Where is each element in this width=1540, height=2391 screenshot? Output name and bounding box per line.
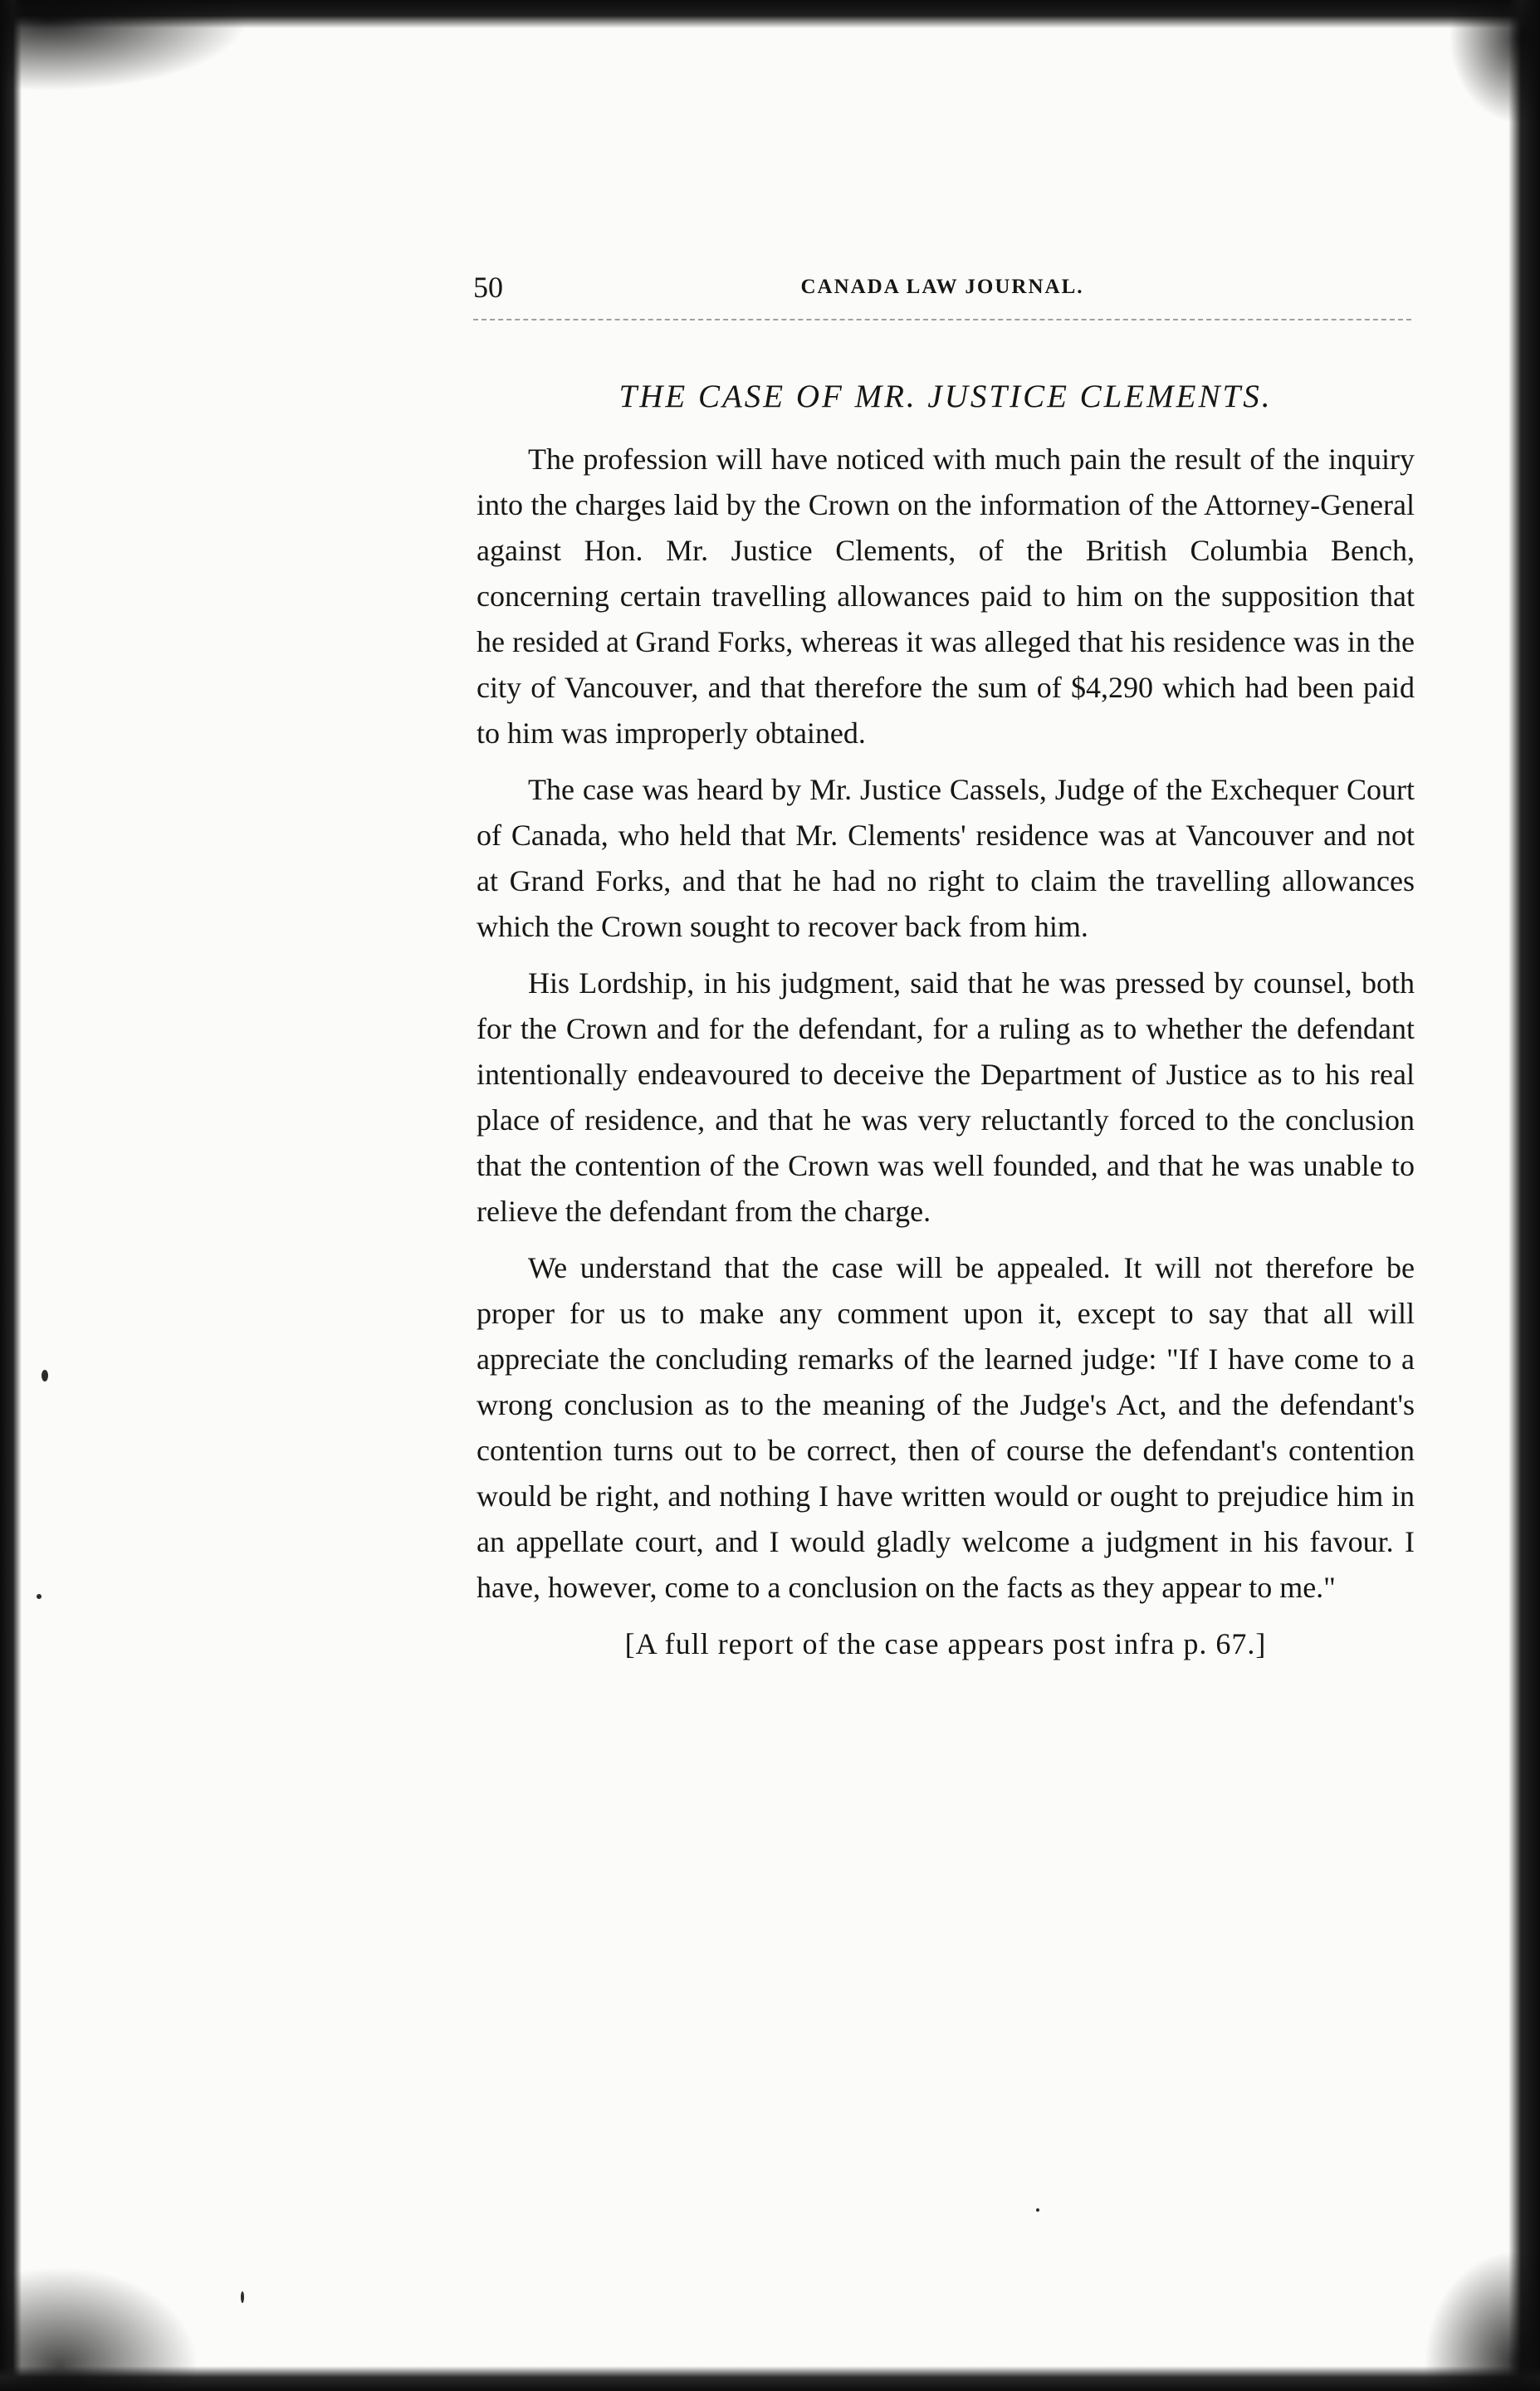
article-title: THE CASE OF MR. JUSTICE CLEMENTS. bbox=[618, 379, 1273, 414]
scan-speck bbox=[1036, 2208, 1039, 2212]
scan-border-right bbox=[1508, 0, 1540, 2391]
article-footnote: [A full report of the case appears post infra p. 67.] bbox=[624, 1627, 1267, 1660]
article bbox=[477, 372, 1415, 1678]
scan-border-left bbox=[0, 0, 22, 2391]
scan-blot-top-right bbox=[1449, 0, 1540, 125]
scan-blot-top-left bbox=[0, 0, 249, 91]
article-paragraph: We understand that the case will be appealed. It will not therefore be proper for us to make any comment upon it, except to say that all will appreciate the concluding remarks of the learned judge: "If I have come to a wrong conclusion as to the meaning of the Judge's Act, and the defendant's contention turns out to be correct, then of course the defendant's contention would be right, and nothing I have written would or ought to prejudice him in an appellate court, and I would gladly welcome a judgment in his favour. I have, however, come to a conclusion on the facts as they appear to me." bbox=[477, 1251, 1415, 1604]
running-title: CANADA LAW JOURNAL. bbox=[800, 276, 1084, 298]
article-paragraph: The case was heard by Mr. Justice Cassels, Judge of the Exchequer Court of Canada, who held that Mr. Clements' residence was at Vancouver and not at Grand Forks, and that he had no right to claim the travelling allowances which the Crown sought to recover back from him. bbox=[477, 773, 1415, 943]
scan-speck bbox=[42, 1370, 48, 1381]
scan-speck bbox=[37, 1594, 42, 1599]
scan-border-bottom bbox=[0, 2366, 1540, 2391]
scan-blot-bottom-left bbox=[0, 2266, 199, 2391]
article-paragraph: His Lordship, in his judgment, said that he was pressed by counsel, both for the Crown and for the defendant, for a ruling as to whether the defendant intentionally endeavoured to deceive the Department of Justice as to his real place of residence, and that he was very reluctantly forced to the conclusion that the contention of the Crown was well founded, and that he was unable to relieve the defendant from the charge. bbox=[477, 966, 1415, 1228]
page-header bbox=[473, 267, 1411, 307]
scan-blot-bottom-right bbox=[1424, 2250, 1540, 2391]
header-rule bbox=[473, 319, 1411, 320]
scan-speck bbox=[241, 2291, 244, 2303]
page-number: 50 bbox=[473, 271, 503, 304]
article-paragraph: The profession will have noticed with much pain the result of the inquiry into the charges laid by the Crown on the information of the Attorney-General against Hon. Mr. Justice Clements, of the British Columbia Bench, concerning certain travelling allowances paid to him on the supposition that he resided at Grand Forks, whereas it was alleged that his residence was in the city of Vancouver, and that therefore the sum of $4,290 which had been paid to him was improperly obtained. bbox=[477, 443, 1415, 750]
